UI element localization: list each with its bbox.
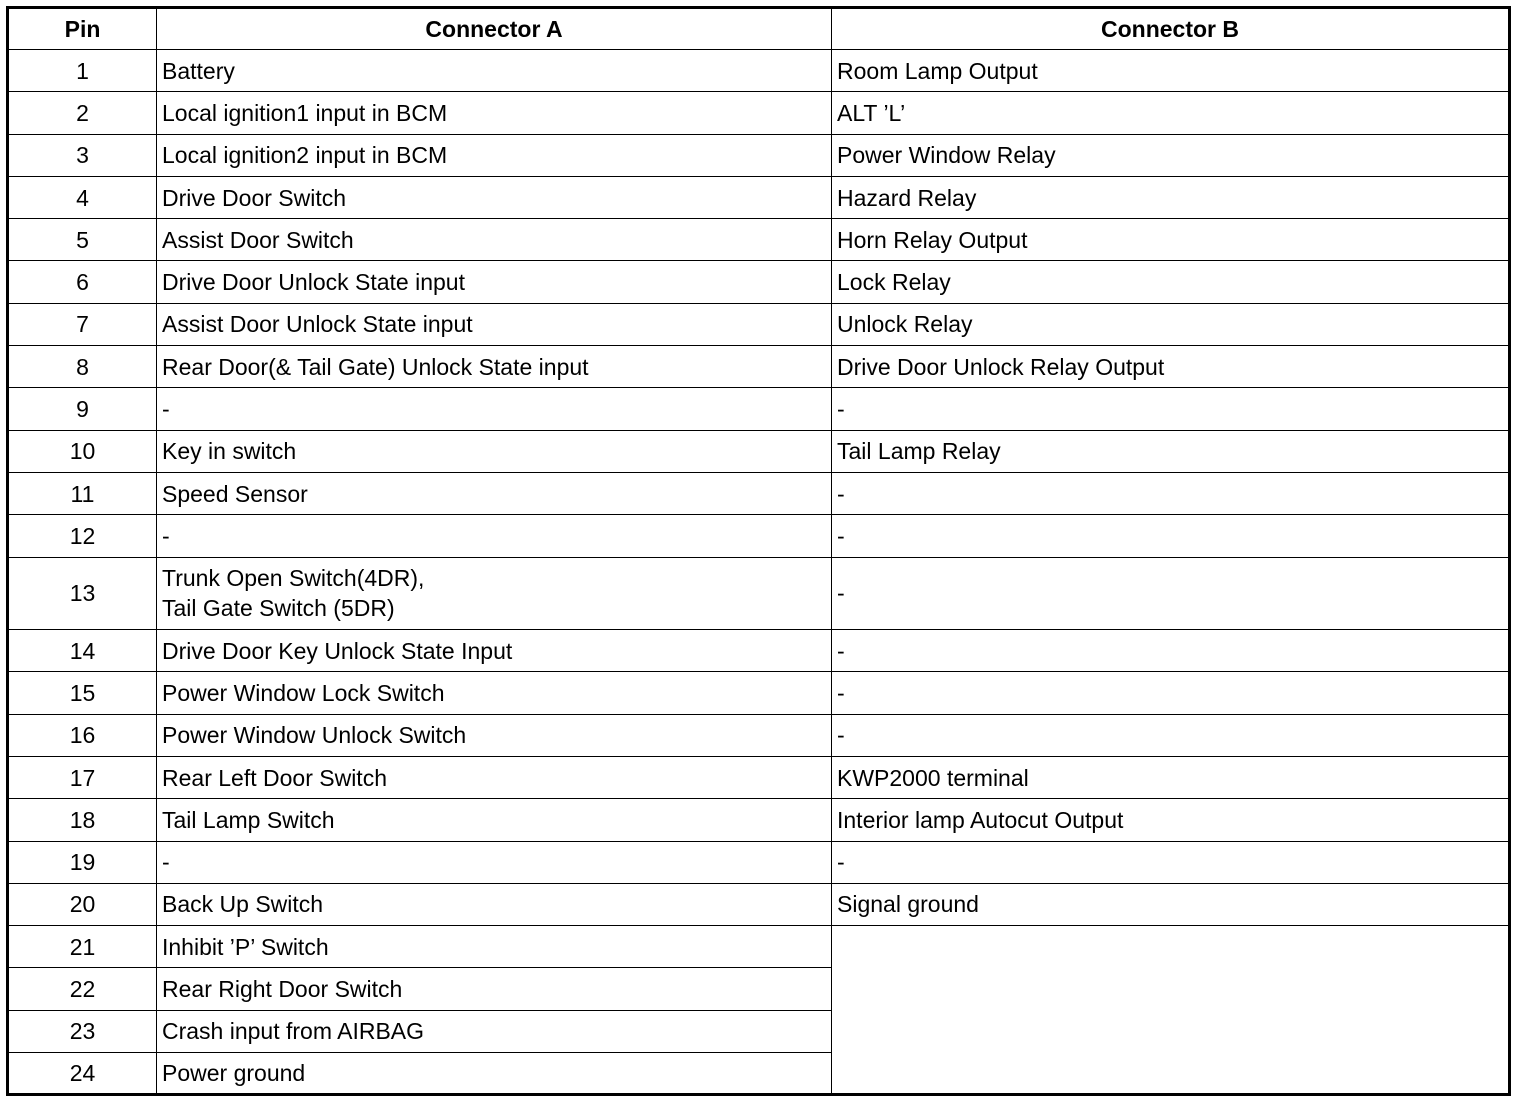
connector-b-cell [832, 672, 1510, 714]
table-row [8, 515, 1510, 557]
connector-a-cell [157, 630, 832, 672]
table-row [8, 883, 1510, 925]
connector-a-text: Rear Door(& Tail Gate) Unlock State input [162, 353, 589, 380]
table-row [8, 50, 1510, 92]
connector-a-text: Assist Door Unlock State input [162, 311, 473, 338]
connector-b-text: Unlock Relay [837, 311, 973, 338]
pin-number-cell: 1 [8, 50, 157, 92]
connector-a-cell [157, 472, 832, 514]
table-row [8, 219, 1510, 261]
connector-a-text: Rear Left Door Switch [162, 764, 387, 791]
connector-a-text: Battery [162, 57, 235, 84]
connector-a-cell [157, 1010, 832, 1052]
connector-b-text: Hazard Relay [837, 184, 977, 211]
connector-b-cell [832, 50, 1510, 92]
connector-a-cell [157, 50, 832, 92]
connector-b-cell [832, 388, 1510, 430]
connector-b-empty-cell [832, 926, 1510, 1095]
connector-b-cell [832, 472, 1510, 514]
connector-b-cell [832, 756, 1510, 798]
pin-number-cell: 8 [8, 346, 157, 388]
connector-b-text: - [837, 396, 845, 423]
table-row [8, 841, 1510, 883]
connector-a-text: Inhibit ’P’ Switch [162, 933, 329, 960]
connector-a-text: Drive Door Switch [162, 184, 347, 211]
table-row [8, 472, 1510, 514]
connector-b-text: - [837, 722, 845, 749]
header-pin: Pin [8, 8, 157, 50]
connector-b-text: Signal ground [837, 891, 979, 918]
connector-b-text: - [837, 680, 845, 706]
connector-a-cell [157, 430, 832, 472]
connector-b-cell [832, 515, 1510, 557]
connector-a-text: Local ignition2 input in BCM [162, 142, 448, 169]
connector-b-text: Tail Lamp Relay [837, 438, 1001, 465]
table-row [8, 799, 1510, 841]
connector-a-cell [157, 756, 832, 798]
connector-a-cell [157, 134, 832, 176]
header-connector-b: Connector B [832, 8, 1510, 50]
connector-b-text: Room Lamp Output [837, 57, 1038, 84]
connector-a-text: Local ignition1 input in BCM [162, 99, 448, 126]
connector-b-text: KWP2000 terminal [837, 764, 1029, 791]
table-row [8, 714, 1510, 756]
table-body [8, 50, 1510, 1095]
connector-a-text: Speed Sensor [162, 480, 308, 507]
connector-b-text: - [837, 580, 845, 607]
connector-a-text: Key in switch [162, 438, 297, 465]
table-row [8, 92, 1510, 134]
connector-b-cell [832, 714, 1510, 756]
connector-a-cell [157, 672, 832, 714]
table-row [8, 346, 1510, 388]
connector-a-cell [157, 883, 832, 925]
connector-a-cell [157, 968, 832, 1010]
connector-a-cell [157, 92, 832, 134]
connector-a-text: Assist Door Switch [162, 226, 354, 253]
connector-a-cell [157, 261, 832, 303]
connector-a-text: Back Up Switch [162, 891, 324, 918]
table-row [8, 926, 1510, 968]
connector-a-cell [157, 346, 832, 388]
pin-number-cell: 5 [8, 219, 157, 261]
connector-b-cell [832, 261, 1510, 303]
connector-a-text: Drive Door Unlock State input [162, 269, 465, 296]
connector-b-text: Lock Relay [837, 269, 951, 296]
connector-b-text: Interior lamp Autocut Output [837, 806, 1124, 833]
connector-a-text: Power ground [162, 1060, 306, 1087]
pin-number-cell: 7 [8, 303, 157, 345]
pin-number-cell: 22 [8, 968, 157, 1010]
connector-a-cell [157, 926, 832, 968]
table-row [8, 303, 1510, 345]
pin-number-cell: 14 [8, 630, 157, 672]
pin-number-cell: 2 [8, 92, 157, 134]
pin-number-cell: 23 [8, 1010, 157, 1052]
pin-number-cell: 20 [8, 883, 157, 925]
connector-b-text: ALT ’L’ [837, 99, 906, 126]
connector-b-text: - [837, 480, 845, 507]
connector-b-text: Horn Relay Output [837, 226, 1028, 253]
pin-number-cell: 9 [8, 388, 157, 430]
header-connector-a: Connector A [157, 8, 832, 50]
connector-a-text: Power Window Unlock Switch [162, 722, 467, 749]
connector-a-text: - [162, 522, 170, 549]
connector-a-cell [157, 388, 832, 430]
connector-a-text: - [162, 849, 170, 876]
connector-b-text: - [837, 849, 845, 876]
pin-number-cell: 21 [8, 926, 157, 968]
connector-b-cell [832, 841, 1510, 883]
connector-a-text: Drive Door Key Unlock State Input [162, 637, 513, 664]
connector-b-cell [832, 92, 1510, 134]
table-row [8, 176, 1510, 218]
connector-b-cell [832, 134, 1510, 176]
connector-b-text: - [837, 637, 845, 664]
connector-b-cell [832, 176, 1510, 218]
table-row [8, 672, 1510, 714]
table-row [8, 557, 1510, 630]
connector-a-text: Power Window Lock Switch [162, 680, 445, 706]
connector-b-text: Power Window Relay [837, 142, 1056, 169]
connector-a-cell [157, 799, 832, 841]
table-row [8, 756, 1510, 798]
connector-a-cell [157, 303, 832, 345]
connector-a-text: Rear Right Door Switch [162, 976, 403, 1003]
connector-b-cell [832, 303, 1510, 345]
connector-a-text: Crash input from AIRBAG [162, 1018, 425, 1045]
connector-a-cell [157, 557, 832, 630]
connector-b-cell [832, 557, 1510, 630]
table-row [8, 388, 1510, 430]
pin-number-cell: 16 [8, 714, 157, 756]
pin-number-cell: 24 [8, 1053, 157, 1095]
connector-a-cell [157, 176, 832, 218]
connector-b-cell [832, 430, 1510, 472]
connector-a-cell [157, 219, 832, 261]
pin-number-cell: 4 [8, 176, 157, 218]
pin-number-cell: 18 [8, 799, 157, 841]
table-row [8, 630, 1510, 672]
connector-b-cell [832, 219, 1510, 261]
table-row [8, 430, 1510, 472]
pin-number-cell: 11 [8, 472, 157, 514]
connector-a-text: Trunk Open Switch(4DR), Tail Gate Switch (5DR) [162, 565, 425, 622]
connector-b-cell [832, 346, 1510, 388]
pin-number-cell: 17 [8, 756, 157, 798]
connector-a-cell [157, 841, 832, 883]
connector-a-cell [157, 515, 832, 557]
connector-a-text: - [162, 396, 170, 423]
connector-b-cell [832, 630, 1510, 672]
pin-number-cell: 3 [8, 134, 157, 176]
connector-b-text: - [837, 522, 845, 549]
table-row [8, 261, 1510, 303]
pin-number-cell: 10 [8, 430, 157, 472]
connector-a-cell [157, 1053, 832, 1095]
connector-b-cell [832, 799, 1510, 841]
pin-number-cell: 19 [8, 841, 157, 883]
pin-number-cell: 6 [8, 261, 157, 303]
header-row [8, 8, 1510, 50]
connector-a-cell [157, 714, 832, 756]
pin-assignment-table [6, 6, 1511, 1096]
connector-a-text: Tail Lamp Switch [162, 806, 335, 833]
connector-b-text: Drive Door Unlock Relay Output [837, 353, 1165, 380]
connector-b-cell [832, 883, 1510, 925]
pin-number-cell: 15 [8, 672, 157, 714]
table-row [8, 134, 1510, 176]
pin-number-cell: 12 [8, 515, 157, 557]
pin-number-cell: 13 [8, 557, 157, 630]
